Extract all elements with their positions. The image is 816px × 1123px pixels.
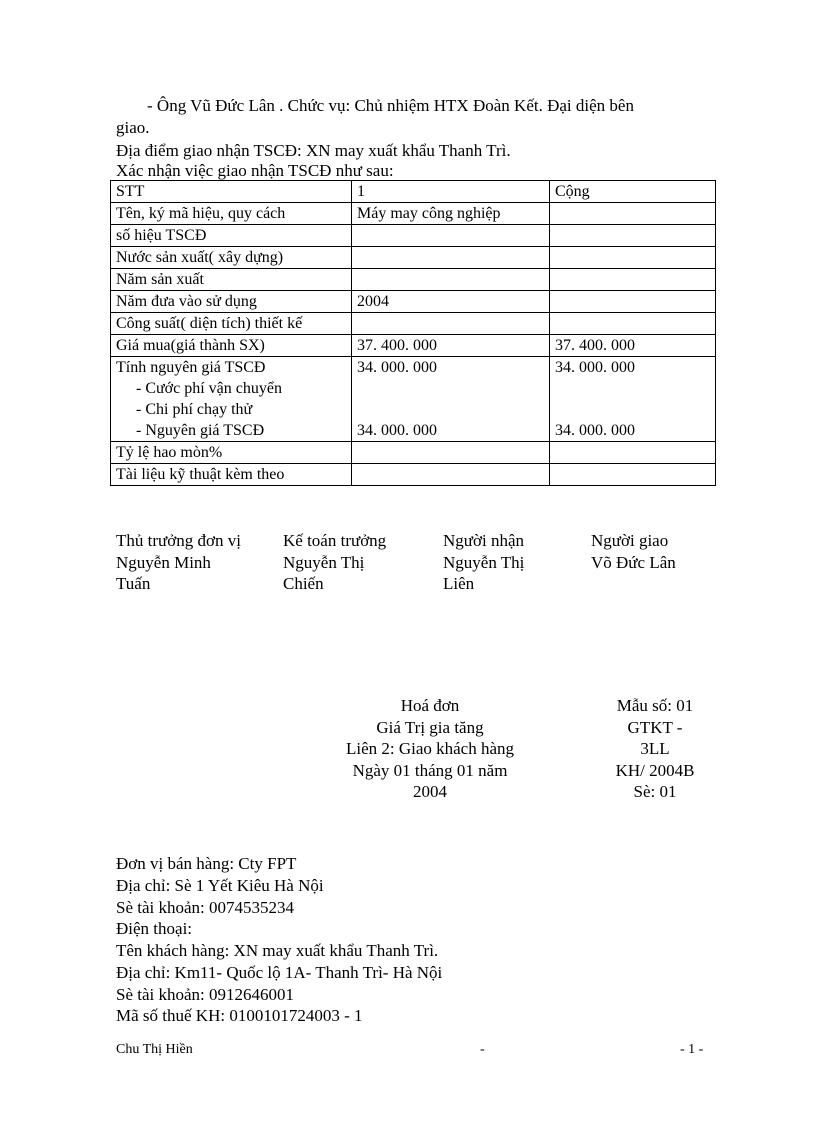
table-cell: 1 bbox=[352, 181, 550, 203]
signature-title: Người giao bbox=[591, 531, 669, 550]
table-row bbox=[111, 225, 716, 247]
customer-name: Tên khách hàng: XN may xuất khẩu Thanh Trì. bbox=[116, 941, 439, 960]
table-row bbox=[111, 291, 716, 313]
table-cell bbox=[550, 291, 716, 313]
table-cell bbox=[352, 313, 550, 335]
table-cell: Tỷ lệ hao mòn% bbox=[111, 442, 352, 464]
seller-address: Địa chỉ: Sè 1 Yết Kiêu Hà Nội bbox=[116, 876, 324, 895]
invoice-title-line: 2004 bbox=[413, 782, 447, 801]
invoice-title bbox=[310, 695, 550, 803]
signature-name: Nguyễn Thị Liên bbox=[443, 552, 525, 593]
table-cell: Tên, ký mã hiệu, quy cách bbox=[111, 203, 352, 225]
form-line: Sè: 01 bbox=[633, 782, 677, 801]
signature-title: Thủ trưởng đơn vị bbox=[116, 531, 241, 550]
seller-account: Sè tài khoản: 0074535234 bbox=[116, 898, 295, 917]
table-row bbox=[111, 464, 716, 486]
table-cell bbox=[550, 357, 716, 442]
table-row bbox=[111, 313, 716, 335]
table-cell bbox=[550, 225, 716, 247]
sub-item: - Nguyên giá TSCĐ bbox=[136, 422, 265, 439]
table-cell bbox=[352, 247, 550, 269]
invoice-title-line: Giá Trị gia tăng bbox=[376, 717, 484, 737]
signature-title: Kế toán trưởng bbox=[283, 531, 387, 550]
nguyen-gia-total: 34. 000. 000 bbox=[555, 422, 635, 439]
signature-block bbox=[283, 530, 433, 595]
table-row bbox=[111, 247, 716, 269]
invoice-title-line: Hoá đơn bbox=[400, 696, 460, 715]
table-cell: 37. 400. 000 bbox=[550, 335, 716, 357]
form-line: GTKT - bbox=[627, 717, 683, 737]
nguyen-gia-total: 34. 000. 000 bbox=[357, 422, 437, 439]
table-cell bbox=[550, 442, 716, 464]
table-cell bbox=[550, 247, 716, 269]
table-cell: Cộng bbox=[550, 181, 716, 203]
table-cell bbox=[352, 357, 550, 442]
confirmation-line: Xác nhận việc giao nhận TSCĐ như sau: bbox=[116, 161, 394, 180]
table-cell: Năm sản xuất bbox=[111, 269, 352, 291]
table-cell: Giá mua(giá thành SX) bbox=[111, 335, 352, 357]
sub-item: - Cước phí vận chuyển bbox=[136, 380, 282, 397]
table-cell: STT bbox=[111, 181, 352, 203]
table-cell bbox=[550, 313, 716, 335]
handover-location: Địa điểm giao nhận TSCĐ: XN may xuất khẩu Thanh Trì. bbox=[116, 141, 511, 160]
nguyen-gia-value: 34. 000. 000 bbox=[555, 359, 635, 376]
customer-address: Địa chỉ: Km11- Quốc lộ 1A- Thanh Trì- Hà Nội bbox=[116, 963, 443, 982]
invoice-form-info bbox=[580, 695, 730, 803]
intro-paragraph-line2: giao. bbox=[116, 118, 150, 137]
table-row bbox=[111, 203, 716, 225]
signature-block bbox=[591, 530, 721, 573]
table-row bbox=[111, 442, 716, 464]
table-header-row bbox=[111, 181, 716, 203]
signature-block bbox=[443, 530, 583, 595]
table-cell: 2004 bbox=[352, 291, 550, 313]
table-cell bbox=[352, 464, 550, 486]
signature-name: Võ Đức Lân bbox=[591, 552, 676, 572]
signature-name: Nguyễn Thị Chiến bbox=[283, 552, 365, 593]
signature-name: Nguyễn Minh Tuấn bbox=[116, 552, 211, 593]
customer-tax-code: Mã số thuế KH: 0100101724003 - 1 bbox=[116, 1006, 363, 1025]
form-line: 3LL bbox=[640, 739, 670, 758]
nguyen-gia-value: 34. 000. 000 bbox=[357, 359, 437, 376]
table-cell: Tài liệu kỹ thuật kèm theo bbox=[111, 464, 352, 486]
table-cell bbox=[550, 464, 716, 486]
table-cell: Công suất( diện tích) thiết kế bbox=[111, 313, 352, 335]
table-row bbox=[111, 335, 716, 357]
table-cell bbox=[352, 442, 550, 464]
asset-table bbox=[110, 180, 716, 486]
sub-item: - Chi phí chạy thử bbox=[136, 401, 253, 418]
footer-author: Chu Thị Hiền bbox=[116, 1042, 193, 1057]
table-cell bbox=[352, 269, 550, 291]
intro-paragraph-line1: - Ông Vũ Đức Lân . Chức vụ: Chủ nhiệm HTX Đoàn Kết. Đại diện bên bbox=[147, 96, 634, 115]
footer-dash: - bbox=[480, 1042, 485, 1057]
nguyen-gia-label: Tính nguyên giá TSCĐ bbox=[116, 359, 266, 376]
table-row bbox=[111, 269, 716, 291]
table-cell: Nước sản xuất( xây dựng) bbox=[111, 247, 352, 269]
seller-name: Đơn vị bán hàng: Cty FPT bbox=[116, 854, 297, 873]
table-cell: số hiệu TSCĐ bbox=[111, 225, 352, 247]
seller-phone: Điện thoại: bbox=[116, 919, 193, 938]
table-cell bbox=[352, 225, 550, 247]
table-cell: Máy may công nghiệp bbox=[352, 203, 550, 225]
customer-account: Sè tài khoản: 0912646001 bbox=[116, 985, 295, 1004]
table-cell bbox=[550, 203, 716, 225]
invoice-title-line: Ngày 01 tháng 01 năm bbox=[352, 760, 508, 780]
signature-title: Người nhận bbox=[443, 531, 524, 550]
table-cell: 37. 400. 000 bbox=[352, 335, 550, 357]
signature-block bbox=[116, 530, 281, 595]
table-cell bbox=[550, 269, 716, 291]
form-line: Mẫu số: 01 bbox=[616, 696, 694, 715]
table-cell: Năm đưa vào sử dụng bbox=[111, 291, 352, 313]
table-cell bbox=[111, 357, 352, 442]
form-line: KH/ 2004B bbox=[615, 760, 695, 780]
invoice-title-line: Liên 2: Giao khách hàng bbox=[345, 739, 515, 758]
table-row-nguyen-gia bbox=[111, 357, 716, 442]
page-number: - 1 - bbox=[680, 1042, 704, 1057]
